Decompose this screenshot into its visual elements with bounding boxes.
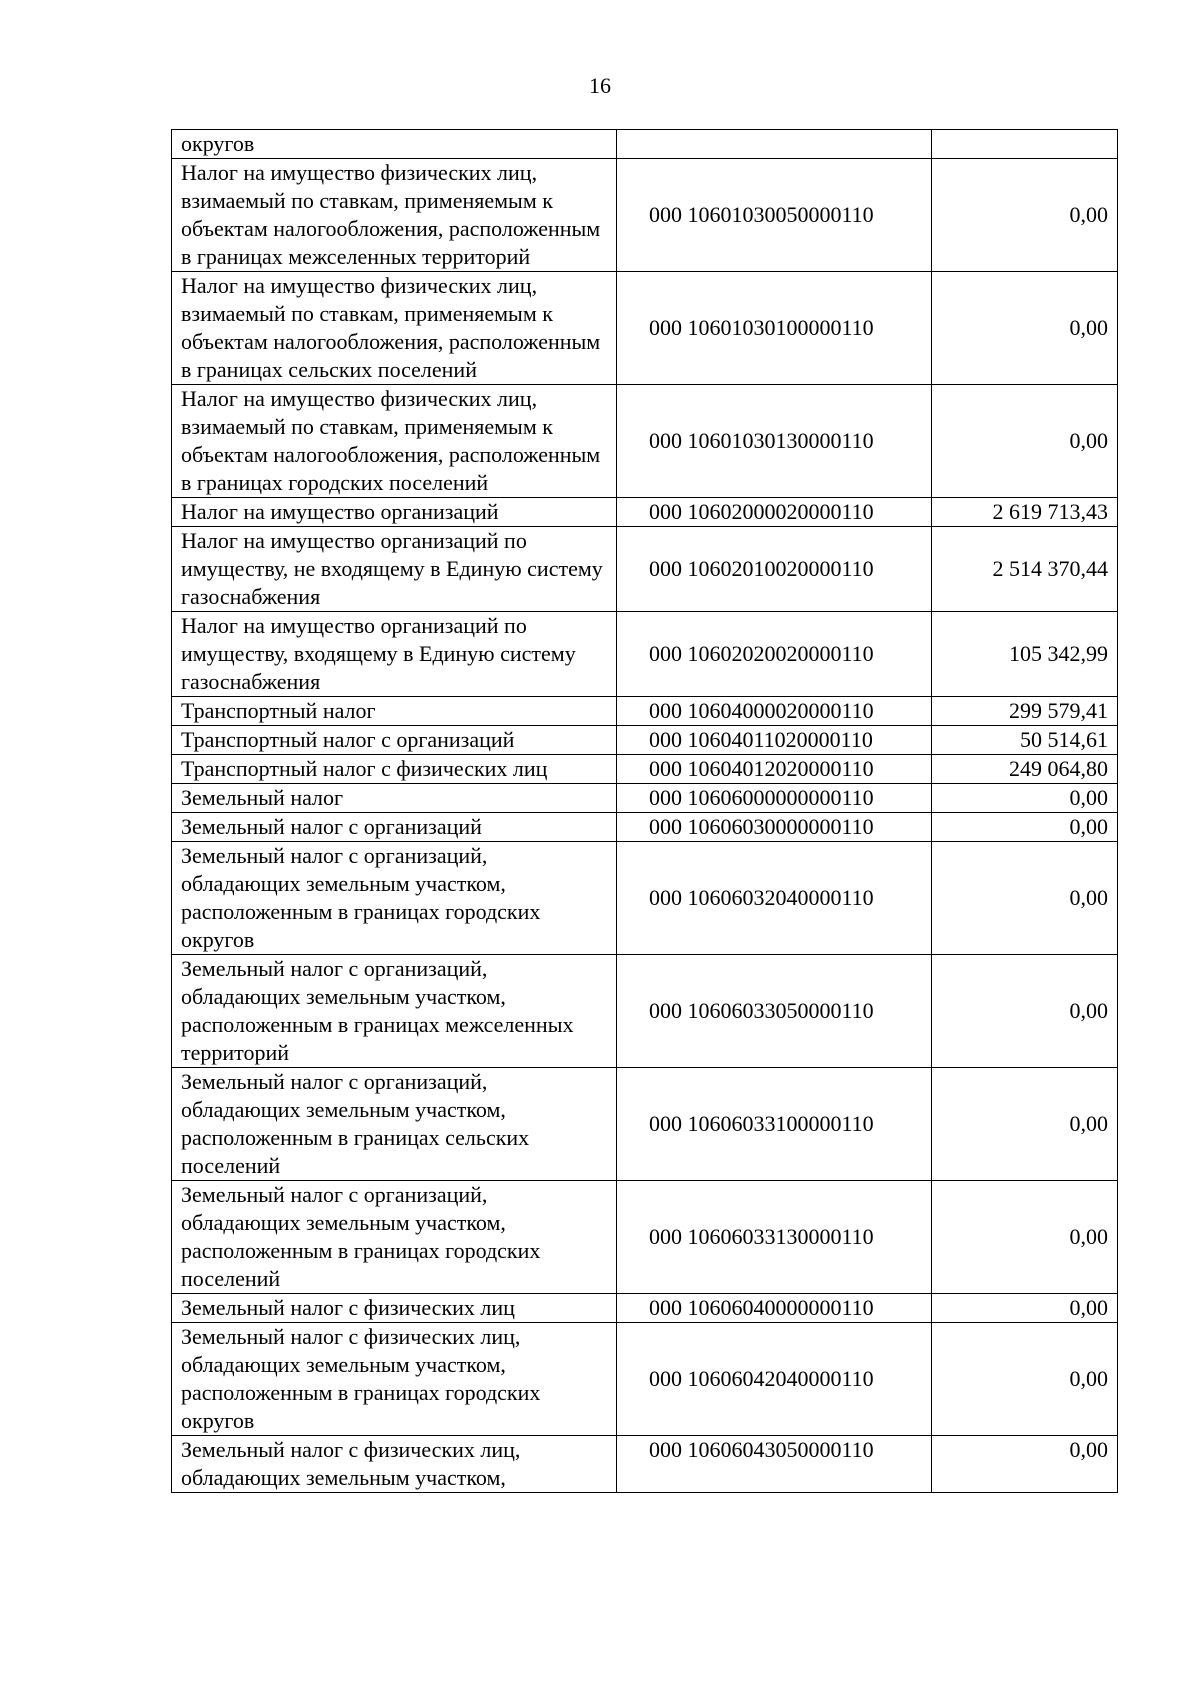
row-sum: 0,00 xyxy=(932,842,1118,955)
row-name: Налог на имущество физических лиц, взимаемый по ставкам, применяемым к объектам налогообложения, расположенным в границах городских поселений xyxy=(172,385,617,498)
table-row xyxy=(172,784,1118,813)
row-sum: 50 514,61 xyxy=(932,726,1118,755)
table-row xyxy=(172,755,1118,784)
revenue-table xyxy=(171,129,1118,1493)
row-name: Земельный налог с физических лиц xyxy=(172,1294,617,1323)
table-row xyxy=(172,1323,1118,1436)
table-row xyxy=(172,726,1118,755)
row-name: Налог на имущество физических лиц, взимаемый по ставкам, применяемым к объектам налогообложения, расположенным в границах сельских поселений xyxy=(172,272,617,385)
table-row xyxy=(172,272,1118,385)
row-sum: 0,00 xyxy=(932,1181,1118,1294)
table-row xyxy=(172,385,1118,498)
row-code: 000 10602020020000110 xyxy=(617,612,932,697)
row-sum xyxy=(932,130,1118,159)
table-row xyxy=(172,1181,1118,1294)
row-code: 000 10602000020000110 xyxy=(617,498,932,527)
row-sum: 0,00 xyxy=(932,1068,1118,1181)
page-number: 16 xyxy=(589,73,611,98)
table-row xyxy=(172,1068,1118,1181)
row-sum: 105 342,99 xyxy=(932,612,1118,697)
row-name: Транспортный налог с физических лиц xyxy=(172,755,617,784)
row-sum: 0,00 xyxy=(932,1294,1118,1323)
row-name: Налог на имущество организаций xyxy=(172,498,617,527)
row-sum: 0,00 xyxy=(932,272,1118,385)
table-row xyxy=(172,955,1118,1068)
row-code: 000 10601030130000110 xyxy=(617,385,932,498)
table-row xyxy=(172,527,1118,612)
row-code xyxy=(617,130,932,159)
row-sum: 2 619 713,43 xyxy=(932,498,1118,527)
row-code: 000 10606040000000110 xyxy=(617,1294,932,1323)
row-sum: 0,00 xyxy=(932,784,1118,813)
row-name: Земельный налог xyxy=(172,784,617,813)
row-name: Транспортный налог с организаций xyxy=(172,726,617,755)
row-sum: 0,00 xyxy=(932,1436,1118,1493)
row-code: 000 10606042040000110 xyxy=(617,1323,932,1436)
row-code: 000 10606032040000110 xyxy=(617,842,932,955)
row-code: 000 10601030100000110 xyxy=(617,272,932,385)
table-row xyxy=(172,1294,1118,1323)
table-row xyxy=(172,697,1118,726)
row-code: 000 10606033050000110 xyxy=(617,955,932,1068)
row-code: 000 10604012020000110 xyxy=(617,755,932,784)
row-sum: 0,00 xyxy=(932,1323,1118,1436)
row-name: Налог на имущество физических лиц, взимаемый по ставкам, применяемым к объектам налогообложения, расположенным в границах межселенных территорий xyxy=(172,159,617,272)
row-name: Транспортный налог xyxy=(172,697,617,726)
row-sum: 299 579,41 xyxy=(932,697,1118,726)
table-row xyxy=(172,498,1118,527)
row-sum: 2 514 370,44 xyxy=(932,527,1118,612)
row-code: 000 10601030050000110 xyxy=(617,159,932,272)
row-name: Земельный налог с организаций xyxy=(172,813,617,842)
table-row xyxy=(172,130,1118,159)
row-name: Налог на имущество организаций по имуществу, не входящему в Единую систему газоснабжения xyxy=(172,527,617,612)
row-code: 000 10604011020000110 xyxy=(617,726,932,755)
row-code: 000 10606043050000110 xyxy=(617,1436,932,1493)
table-row xyxy=(172,612,1118,697)
table-row xyxy=(172,1436,1118,1493)
row-sum: 0,00 xyxy=(932,955,1118,1068)
row-code: 000 10606030000000110 xyxy=(617,813,932,842)
table-row xyxy=(172,159,1118,272)
row-sum: 0,00 xyxy=(932,385,1118,498)
row-name: Земельный налог с организаций, обладающих земельным участком, расположенным в границах сельских поселений xyxy=(172,1068,617,1181)
table-row xyxy=(172,813,1118,842)
row-sum: 0,00 xyxy=(932,813,1118,842)
row-name: Земельный налог с организаций, обладающих земельным участком, расположенным в границах городских округов xyxy=(172,842,617,955)
row-code: 000 10602010020000110 xyxy=(617,527,932,612)
row-name: Земельный налог с физических лиц, обладающих земельным участком, xyxy=(172,1436,617,1493)
row-code: 000 10604000020000110 xyxy=(617,697,932,726)
row-code: 000 10606000000000110 xyxy=(617,784,932,813)
row-name: округов xyxy=(172,130,617,159)
row-name: Земельный налог с организаций, обладающих земельным участком, расположенным в границах городских поселений xyxy=(172,1181,617,1294)
row-name: Земельный налог с организаций, обладающих земельным участком, расположенным в границах межселенных территорий xyxy=(172,955,617,1068)
row-code: 000 10606033130000110 xyxy=(617,1181,932,1294)
row-sum: 0,00 xyxy=(932,159,1118,272)
table-row xyxy=(172,842,1118,955)
row-name: Земельный налог с физических лиц, обладающих земельным участком, расположенным в границах городских округов xyxy=(172,1323,617,1436)
row-sum: 249 064,80 xyxy=(932,755,1118,784)
row-name: Налог на имущество организаций по имуществу, входящему в Единую систему газоснабжения xyxy=(172,612,617,697)
row-code: 000 10606033100000110 xyxy=(617,1068,932,1181)
